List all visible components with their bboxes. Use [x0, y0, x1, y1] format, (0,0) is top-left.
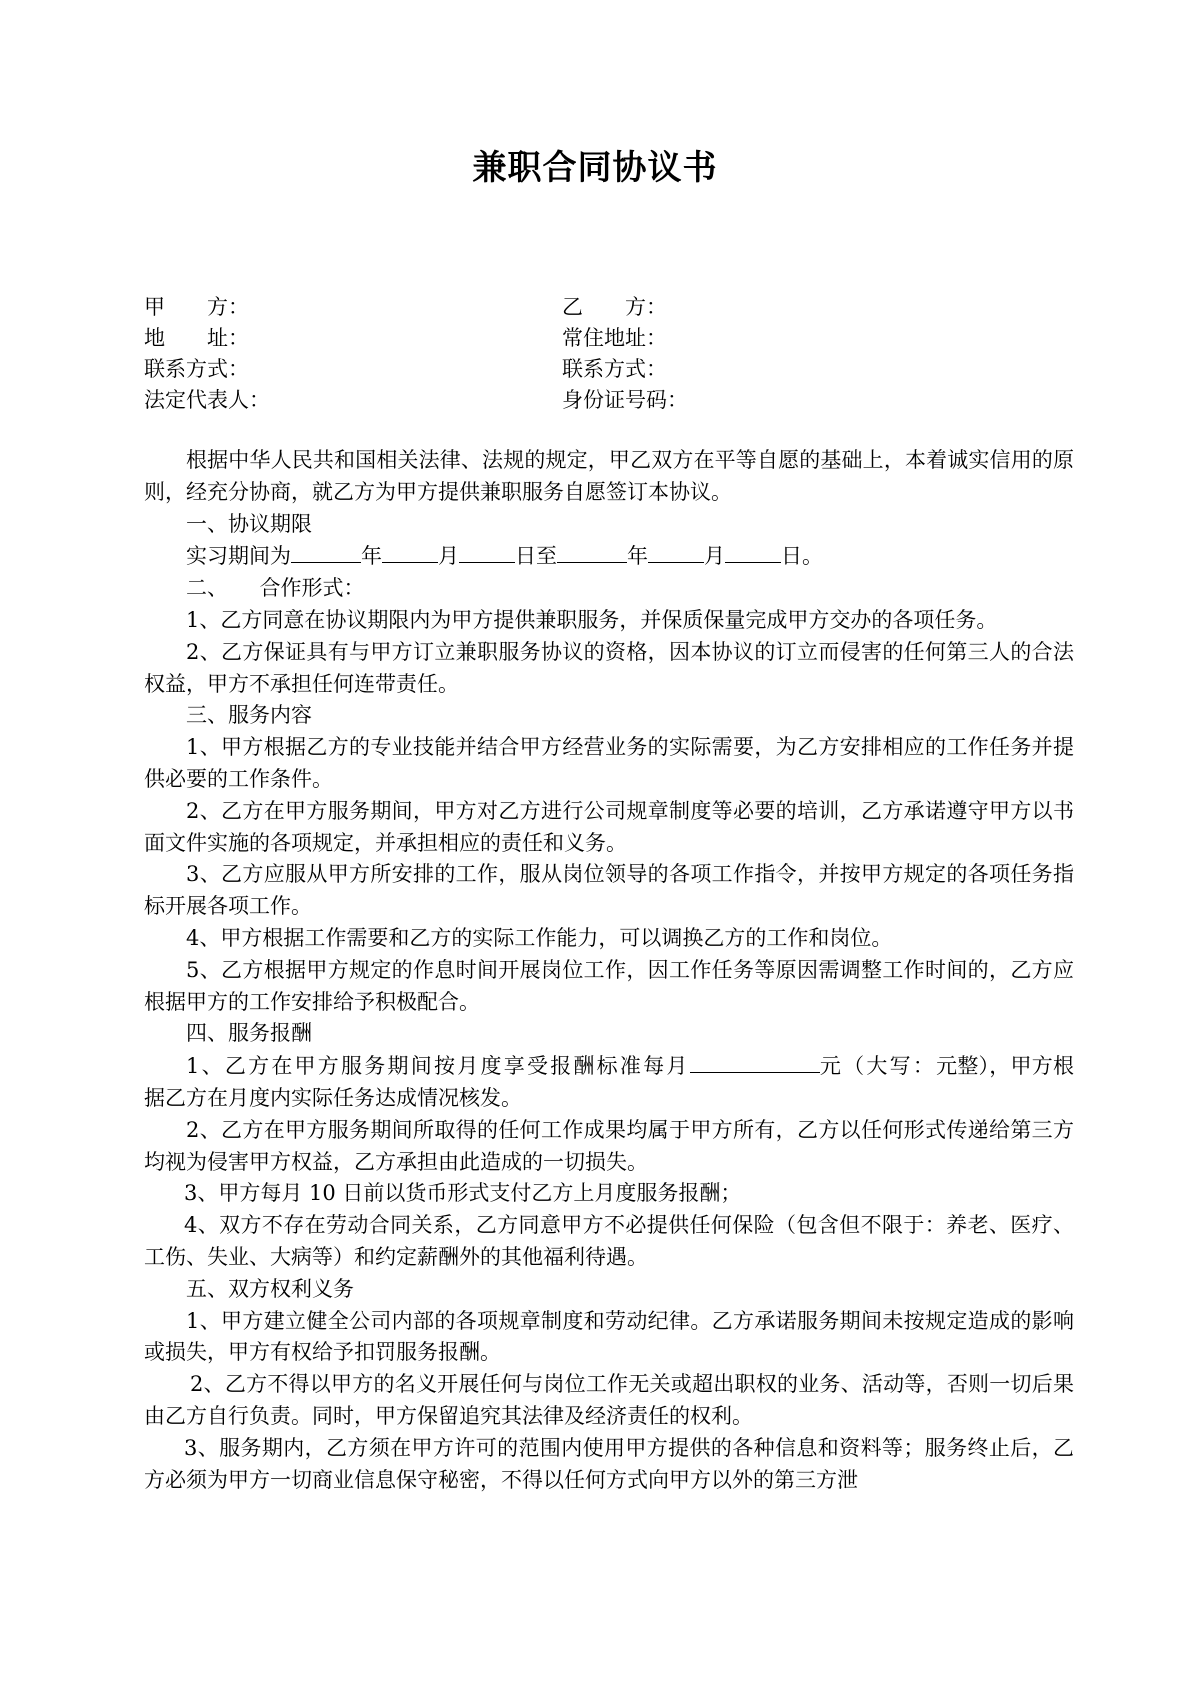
clause-paragraph: 1、甲方建立健全公司内部的各项规章制度和劳动纪律。乙方承诺服务期间未按规定造成的影响或损失，甲方有权给予扣罚服务报酬。	[144, 1308, 1074, 1365]
day-to-unit: 日至	[515, 544, 557, 569]
party-a-representative-label: 法定代表人：	[144, 388, 270, 412]
year-unit: 年	[361, 544, 382, 569]
party-row	[144, 323, 1074, 354]
clause-paragraph: 3、甲方每月 10 日前以货币形式支付乙方上月度服务报酬；	[184, 1181, 742, 1206]
intro-paragraph: 根据中华人民共和国相关法律、法规的规定，甲乙双方在平等自愿的基础上，本着诚实信用的原则，经充分协商，就乙方为甲方提供兼职服务自愿签订本协议。	[144, 448, 1074, 504]
party-b-label: 乙 方：	[562, 295, 667, 319]
remuneration-text: 1、乙方在甲方服务期间按月度享受报酬标准每月	[186, 1054, 690, 1079]
party-a-contact-label: 联系方式：	[144, 357, 249, 381]
party-row	[144, 292, 1074, 323]
end-month-blank	[648, 540, 704, 563]
period-prefix: 实习期间为	[186, 544, 291, 569]
party-a-label: 甲 方：	[144, 295, 249, 319]
section-heading: 五、双方权利义务	[186, 1276, 354, 1301]
clause-paragraph: 3、服务期内，乙方须在甲方许可的范围内使用甲方提供的各种信息和资料等；服务终止后，乙方必须为甲方一切商业信息保守秘密，不得以任何方式向甲方以外的第三方泄	[144, 1435, 1074, 1492]
party-b-id-label: 身份证号码：	[562, 388, 688, 412]
end-year-blank	[557, 540, 627, 563]
clause-paragraph: 4、双方不存在劳动合同关系，乙方同意甲方不必提供任何保险（包含但不限于：养老、医疗、工伤、失业、大病等）和约定薪酬外的其他福利待遇。	[144, 1213, 1074, 1269]
month-unit: 月	[438, 544, 459, 569]
clause-paragraph: 2、乙方保证具有与甲方订立兼职服务协议的资格，因本协议的订立而侵害的任何第三人的合法权益，甲方不承担任何连带责任。	[144, 639, 1074, 696]
document-title: 兼职合同协议书	[472, 148, 718, 188]
clause-paragraph: 1、甲方根据乙方的专业技能并结合甲方经营业务的实际需要，为乙方安排相应的工作任务并提供必要的工作条件。	[144, 735, 1074, 791]
start-day-blank	[459, 540, 515, 563]
party-b-address-label: 常住地址：	[562, 326, 667, 350]
year-unit: 年	[627, 544, 648, 569]
clause-paragraph: 2、乙方在甲方服务期间，甲方对乙方进行公司规章制度等必要的培训，乙方承诺遵守甲方以书面文件实施的各项规定，并承担相应的责任和义务。	[144, 798, 1074, 855]
party-row	[144, 354, 1074, 385]
party-b-contact-label: 联系方式：	[562, 357, 667, 381]
clause-paragraph: 5、乙方根据甲方规定的作息时间开展岗位工作，因工作任务等原因需调整工作时间的，乙方应根据甲方的工作安排给予积极配合。	[144, 957, 1074, 1014]
day-end-unit: 日。	[781, 544, 823, 569]
party-row	[144, 385, 1074, 416]
remuneration-clause	[144, 1050, 1074, 1115]
section-heading: 三、服务内容	[186, 703, 312, 728]
remuneration-text: 元（大写：	[819, 1054, 937, 1079]
start-month-blank	[382, 540, 438, 563]
clause-paragraph: 2、乙方不得以甲方的名义开展任何与岗位工作无关或超出职权的业务、活动等，否则一切后果由乙方自行负责。同时，甲方保留追究其法律及经济责任的权利。	[144, 1372, 1074, 1428]
monthly-amount-blank	[690, 1050, 820, 1073]
clause-paragraph: 3、乙方应服从甲方所安排的工作，服从岗位领导的各项工作指令，并按甲方规定的各项任务指标开展各项工作。	[144, 862, 1074, 919]
party-a-address-label: 地 址：	[144, 326, 249, 350]
month-unit: 月	[704, 544, 725, 569]
end-day-blank	[725, 540, 781, 563]
clause-paragraph: 1、乙方同意在协议期限内为甲方提供兼职服务，并保质保量完成甲方交办的各项任务。	[186, 607, 998, 632]
clause-paragraph: 2、乙方在甲方服务期间所取得的任何工作成果均属于甲方所有，乙方以任何形式传递给第三方均视为侵害甲方权益，乙方承担由此造成的一切损失。	[144, 1117, 1074, 1174]
remuneration-text: 元整），甲方根据乙方在月度内实际任务达成情况核发。	[144, 1054, 1075, 1110]
start-year-blank	[291, 540, 361, 563]
clause-paragraph: 4、甲方根据工作需要和乙方的实际工作能力，可以调换乙方的工作和岗位。	[186, 925, 893, 950]
section-heading: 四、服务报酬	[186, 1021, 312, 1046]
section-heading: 二、 合作形式：	[186, 576, 365, 601]
section-heading: 一、协议期限	[186, 511, 312, 536]
document-body	[144, 445, 1074, 1496]
parties-block	[144, 292, 1074, 416]
period-line	[144, 540, 1074, 573]
